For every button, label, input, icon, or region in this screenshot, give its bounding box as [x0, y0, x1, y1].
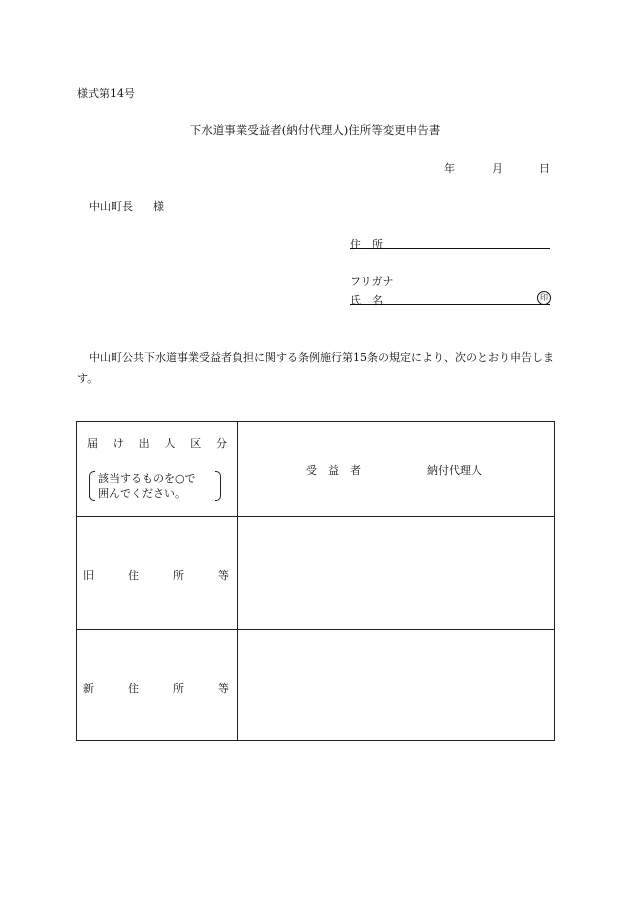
addressee-honorific: 様 — [153, 200, 164, 213]
form-number: 様式第14号 — [77, 87, 135, 100]
old-address-char: 所 — [173, 569, 184, 582]
address-field[interactable] — [350, 248, 550, 249]
addressee-name: 中山町長 — [89, 200, 133, 213]
seal-mark: 印 — [537, 291, 551, 305]
option-beneficiary[interactable]: 受 益 者 — [306, 464, 361, 477]
notifier-category-label — [87, 435, 227, 451]
new-address-char: 住 — [128, 682, 139, 695]
left-bracket — [89, 471, 95, 501]
table-row-divider — [77, 516, 554, 517]
instruction-note — [89, 471, 221, 501]
notifier-category-char: 人 — [164, 437, 176, 450]
right-bracket — [215, 471, 221, 501]
name-field[interactable] — [350, 304, 550, 305]
change-report-table — [76, 421, 555, 741]
notifier-category-char: け — [112, 437, 124, 450]
notifier-category-char: 分 — [215, 437, 227, 450]
table-column-divider — [237, 422, 238, 740]
old-address-label — [83, 567, 229, 583]
instruction-line: 囲んでください。 — [98, 487, 186, 500]
notifier-category-char: 出 — [138, 437, 150, 450]
old-address-char: 旧 — [83, 569, 94, 582]
new-address-char: 所 — [173, 682, 184, 695]
instruction-text — [98, 471, 196, 501]
old-address-char: 等 — [218, 569, 229, 582]
new-address-char: 新 — [83, 682, 94, 695]
declaration-text: 中山町公共下水道事業受益者負担に関する条例施行第15条の規定により、次のとおり申告します。 — [77, 351, 554, 385]
date-day-label: 日 — [539, 162, 550, 175]
table-row-divider — [77, 629, 554, 630]
document-title: 下水道事業受益者(納付代理人)住所等変更申告書 — [189, 123, 441, 137]
notifier-category-char: 区 — [190, 437, 202, 450]
new-address-label — [83, 680, 229, 696]
date-year-label: 年 — [444, 162, 455, 175]
addressee — [89, 198, 164, 214]
instruction-line: 該当するものを○で — [98, 472, 196, 485]
new-address-char: 等 — [218, 682, 229, 695]
old-address-char: 住 — [128, 569, 139, 582]
address-label: 住 所 — [350, 238, 383, 251]
date-month-label: 月 — [492, 162, 503, 175]
option-payment-agent[interactable]: 納付代理人 — [427, 464, 482, 477]
name-label: 氏 名 — [350, 294, 383, 307]
furigana-label: フリガナ — [350, 275, 394, 288]
notifier-category-char: 届 — [87, 437, 98, 450]
